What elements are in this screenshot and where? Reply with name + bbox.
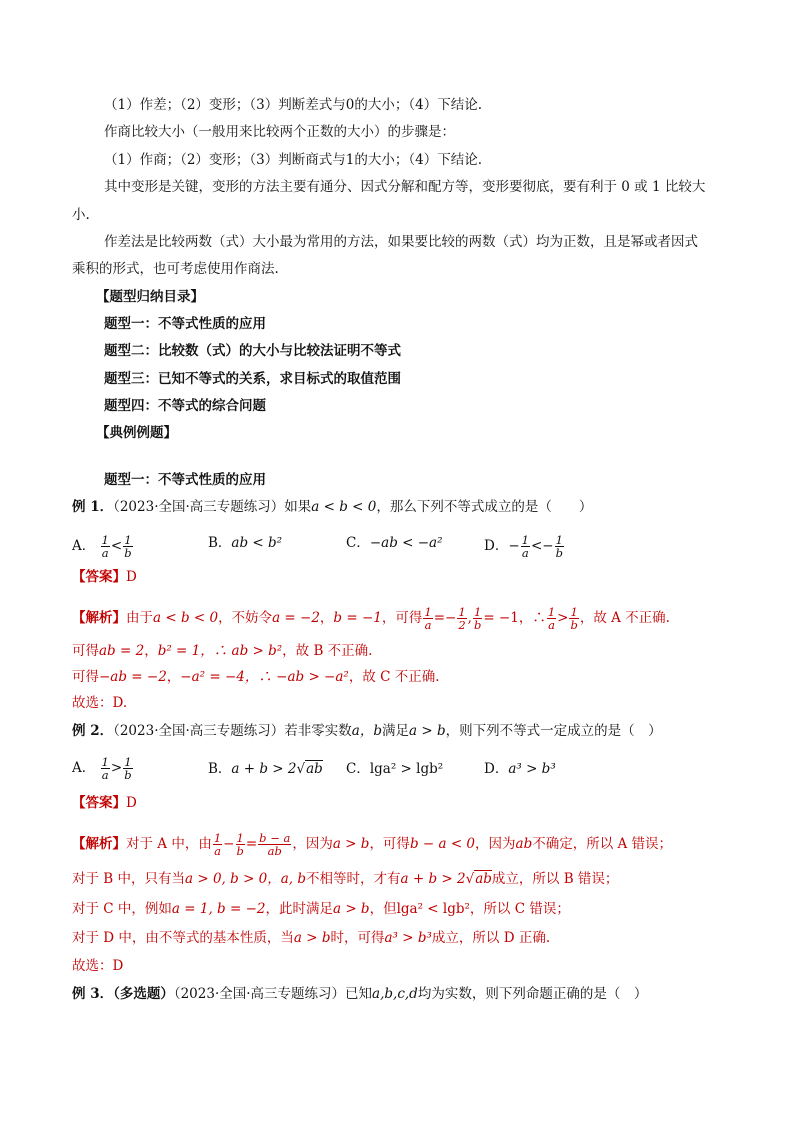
minus-sign: − [508, 538, 520, 554]
ex2-choose: 故选：D [72, 958, 124, 974]
ex1-stem [72, 498, 592, 516]
ex2-option-b-label: B． [208, 761, 232, 777]
ex2-option-d-label: D． [484, 761, 509, 777]
ex1-option-c-expr: −ab < −a² [369, 535, 443, 551]
ex1-option-b [208, 534, 282, 552]
fraction-1-over-a: $\frac{1}{a}$ [547, 605, 556, 632]
ex1-option-b-label: B． [208, 535, 232, 551]
lt-sign: < [110, 538, 123, 554]
ex1-answer [72, 568, 137, 586]
ex1-analysis-tag: 【解析】 [72, 610, 126, 626]
catalog-item-2: 题型二：比较数（式）的大小与比较法证明不等式 [104, 343, 401, 359]
ex2-option-b: B．a + b > 2√ab [208, 761, 323, 777]
ex1-option-b-expr: ab < b² [231, 535, 283, 551]
fraction-1-over-a: $\frac{1}{a}$ [101, 533, 109, 560]
intro-line-1: （1）作差；（2）变形；（3）判断差式与0的大小；（4）下结论. [104, 97, 482, 113]
ex1-source: （2023·全国·高三专题练习）如果 [113, 499, 312, 515]
ex1-stem-end: ，那么下列不等式成立的是（ ） [376, 499, 593, 515]
fraction-1-over-2: $\frac{1}{2}$ [458, 605, 466, 632]
ex3-label: 例 3． [72, 986, 114, 1002]
ex1-option-a-label: A． [72, 538, 96, 554]
ex2-analysis-tag: 【解析】 [72, 836, 126, 852]
intro-line-4b: 小. [72, 207, 90, 223]
ex1-option-c [346, 534, 443, 552]
ex2-option-a: A． $\frac{1}{a}$ > $\frac{1}{b}$ [72, 755, 132, 782]
ex1-option-d-label: D． [484, 538, 509, 554]
fraction-1-over-b: $\frac{1}{b}$ [124, 755, 132, 782]
ex1-option-c-label: C． [346, 535, 370, 551]
ex1-option-a [72, 534, 134, 559]
ex1-analysis-line-1: 【解析】由于a < b < 0，不妨令a = −2，b = −1，可得 $\frac{1}{a}$ =− $\frac{1}{2}$ , $\frac{1}{b}$ = −1，∴ $\frac{1}{a}$ > $\frac{1}{b}$ ，故 A 不正确. [72, 605, 670, 632]
ex2-answer [72, 794, 137, 812]
ex2-answer-tag: 【答案】 [72, 795, 126, 811]
ex2-analysis-line-3: 对于 C 中，例如a = 1, b = −2，此时满足a > b，但lga² < lgb²，所以 C 错误； [72, 901, 570, 917]
ex3-tag: （多选题） [113, 986, 174, 1002]
catalog-item-1: 题型一：不等式性质的应用 [104, 316, 266, 332]
fraction-1-over-a: $\frac{1}{a}$ [213, 831, 222, 858]
fraction-1-over-b: $\frac{1}{b}$ [236, 831, 244, 858]
lt-sign: < [530, 538, 543, 554]
ex2-answer-value: D [126, 795, 137, 811]
intro-line-3: （1）作商；（2）变形；（3）判断商式与1的大小；（4）下结论. [104, 152, 482, 168]
intro-line-4a: 其中变形是关键，变形的方法主要有通分、因式分解和配方等，变形要彻底，要有利于 0 或 1 比较大 [104, 179, 706, 195]
ex2-option-d: D．a³ > b³ [484, 761, 556, 777]
ex1-answer-value: D [126, 569, 137, 585]
ex2-option-c: C．lga² > lgb² [346, 761, 444, 777]
ex2-option-c-label: C． [346, 761, 370, 777]
sqrt-icon: √ [465, 871, 475, 887]
fraction-1-over-b: $\frac{1}{b}$ [555, 533, 563, 560]
fraction-1-over-a: $\frac{1}{a}$ [424, 605, 432, 632]
ex1-label: 例 1． [72, 499, 114, 515]
ex1-answer-tag: 【答案】 [72, 569, 126, 585]
ex2-option-a-label: A． [72, 760, 96, 776]
ex1-choose: 故选：D. [72, 695, 128, 711]
section-1-title: 题型一：不等式性质的应用 [104, 472, 266, 488]
ex3-stem: 例 3．（多选题）（2023·全国·高三专题练习）已知a,b,c,d均为实数，则下列命题正确的是（ ） [72, 986, 648, 1002]
fraction-1-over-b: $\frac{1}{b}$ [124, 533, 132, 560]
catalog-heading: 【题型归纳目录】 [96, 289, 204, 305]
intro-line-2: 作商比较大小（一般用来比较两个正数的大小）的步骤是： [104, 124, 455, 140]
ex2-stem: 例 2．（2023·全国·高三专题练习）若非零实数a，b满足a > b，则下列不等式一定成立的是（ ） [72, 723, 662, 739]
ex1-analysis-line-3: 可得−ab = −2，−a² = −4，∴ −ab > −a²，故 C 不正确. [72, 669, 440, 685]
fraction-1-over-a: $\frac{1}{a}$ [521, 533, 529, 560]
ex1-option-d [484, 534, 565, 559]
fraction-1-over-b: $\frac{1}{b}$ [570, 605, 578, 632]
ex2-analysis-line-2: 对于 B 中，只有当a > 0, b > 0，a, b不相等时，才有a + b > 2√ab成立，所以 B 错误； [72, 871, 619, 887]
ex2-label: 例 2． [72, 723, 114, 739]
ex2-analysis-line-1: 【解析】对于 A 中，由 $\frac{1}{a}$ − $\frac{1}{b}$ = $\frac{b - a}{ab}$ ，因为a > b，可得b − a < 0，因为ab不确定，所以 A 错误； [72, 831, 673, 858]
ex2-analysis-line-4: 对于 D 中，由不等式的基本性质，当a > b时，可得a³ > b³成立，所以 D 正确. [72, 930, 551, 946]
catalog-item-4: 题型四：不等式的综合问题 [104, 398, 266, 414]
examples-heading: 【典例例题】 [96, 425, 177, 441]
intro-line-5b: 乘积的形式，也可考虑使用作商法. [72, 261, 279, 277]
catalog-item-3: 题型三：已知不等式的关系，求目标式的取值范围 [104, 371, 401, 387]
fraction-b-minus-a-over-ab: $\frac{b - a}{ab}$ [259, 831, 291, 858]
fraction-1-over-a: $\frac{1}{a}$ [101, 755, 109, 782]
intro-line-5a: 作差法是比较两数（式）大小最为常用的方法，如果要比较的两数（式）均为正数，且是幂或者因式 [104, 234, 698, 250]
minus-sign: − [542, 538, 554, 554]
sqrt-icon: √ [296, 761, 306, 777]
fraction-1-over-b: $\frac{1}{b}$ [473, 605, 482, 632]
ex1-analysis-line-2: 可得ab = 2，b² = 1，∴ ab > b²，故 B 不正确. [72, 643, 373, 659]
ex1-condition: a < b < 0 [311, 499, 377, 515]
